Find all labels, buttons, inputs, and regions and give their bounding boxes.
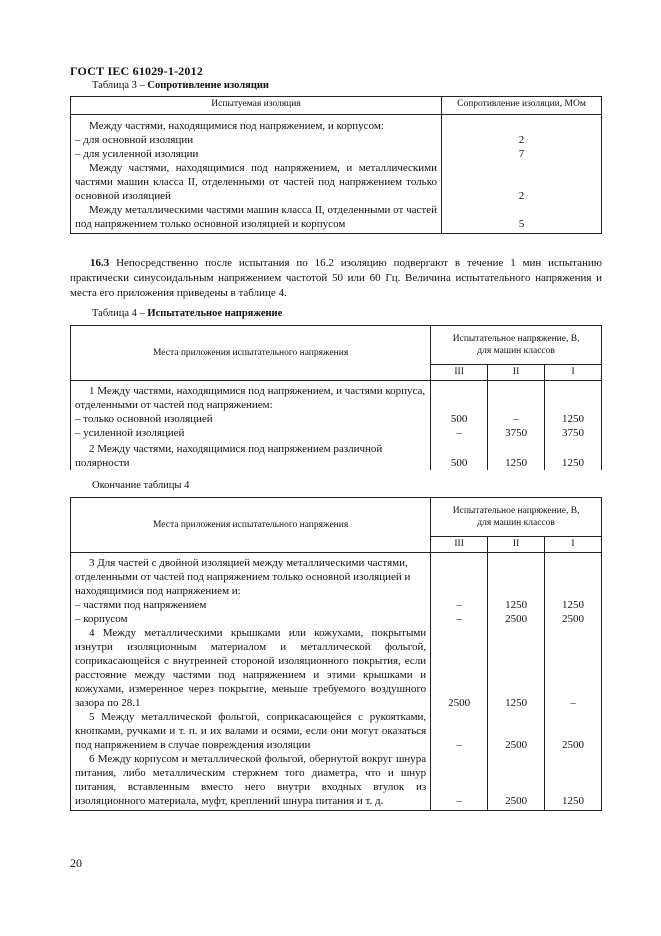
table4-caption-prefix: Таблица 4 – [92, 308, 145, 319]
table3-caption-title: Сопротивление изоляции [147, 80, 269, 91]
table-cell: Между металлическими частями машин класса II, отделенными от частей под напряжением только основной изоляцией и корпусом [71, 203, 442, 234]
table-cell [545, 381, 602, 413]
table-cell: – усиленной изоляцией [71, 426, 431, 440]
table-cell: 500 [431, 412, 488, 426]
table-cell: – [431, 710, 488, 752]
table-cell: 1250 [545, 598, 602, 612]
table4-class-iii: III [431, 365, 488, 381]
table3-caption [92, 80, 269, 91]
table-cell: 3750 [545, 426, 602, 440]
table4-caption-title: Испытательное напряжение [147, 308, 283, 319]
table-cell: 2 Между частями, находящимися под напряжением различной полярности [71, 440, 431, 470]
table-cell: – только основной изоляцией [71, 412, 431, 426]
table3-header-insulation: Испытуемая изоляция [71, 97, 442, 115]
table-cell: Между частями, находящимися под напряжением, и корпусом: [71, 115, 442, 134]
section-16-3-paragraph [70, 256, 602, 301]
table-cell: – [431, 598, 488, 612]
table4-continuation [70, 497, 602, 811]
table-cell: 1250 [488, 598, 545, 612]
table-cell [488, 553, 545, 599]
table-cell: 1 Между частями, находящимися под напряжением, и частями корпуса, отделенными от частей под напряжением: [71, 381, 431, 413]
table-cell: 2500 [488, 612, 545, 626]
table-cell: 2500 [545, 612, 602, 626]
table4c-class-ii: II [488, 537, 545, 553]
table4-continuation-caption: Окончание таблицы 4 [92, 480, 190, 491]
table4c-class-i: I [545, 537, 602, 553]
table3-header-resistance: Сопротивление изоляции, МОм [441, 97, 601, 115]
table4-class-i: I [545, 365, 602, 381]
table-cell: – для усиленной изоляции [71, 147, 442, 161]
table-cell: 4 Между металлическими крышками или кожухами, покрытыми изнутри изоляционным материалом и металлической фольгой, соприкасающейся с внутренней стороной изоляционного покрытия, если расстояние между частями под напряжением и этими крышками и кожухами, измеренное через покрытие, меньше требуемого воздушного зазора по 28.1 [71, 626, 431, 710]
table-cell: 1250 [545, 440, 602, 470]
document-code: ГОСТ IEC 61029-1-2012 [70, 64, 204, 78]
section-text: Непосредственно после испытания по 16.2 изоляцию подвергают в течение 1 мин испытанию практически синусоидальным напряжением частотой 50 или 60 Гц. Величина испытательного напряжения и места его приложения приведены в таблице 4. [70, 257, 602, 299]
table4-class-ii: II [488, 365, 545, 381]
table-cell: 1250 [488, 626, 545, 710]
table-cell: – [431, 752, 488, 811]
table-cell: – [545, 626, 602, 710]
table-cell: – корпусом [71, 612, 431, 626]
table4-header-places: Места приложения испытательного напряжения [71, 326, 431, 381]
table-cell: 1250 [488, 440, 545, 470]
table-cell [488, 381, 545, 413]
table-cell: 2500 [488, 752, 545, 811]
table-cell: 6 Между корпусом и металлической фольгой, обернутой вокруг шнура питания, либо металлическим стержнем того диаметра, что и шнур питания, вставленным вместо него внутри входных втулок из изоляционного материала, муфт, креплений шнура питания и т. д. [71, 752, 431, 811]
table-cell [441, 115, 601, 134]
table-cell: 3750 [488, 426, 545, 440]
table-cell: 2500 [488, 710, 545, 752]
table-cell [431, 553, 488, 599]
table-cell: 2500 [545, 710, 602, 752]
table4 [70, 325, 602, 470]
table-cell: 1250 [545, 752, 602, 811]
table-cell: – [488, 412, 545, 426]
table-cell: – для основной изоляции [71, 133, 442, 147]
table4c-header-voltage: Испытательное напряжение, В, для машин классов [431, 498, 602, 537]
table-cell: – [431, 612, 488, 626]
table-cell [431, 381, 488, 413]
table-cell [545, 553, 602, 599]
table-cell: 7 [441, 147, 601, 161]
table-cell: – частями под напряжением [71, 598, 431, 612]
table-cell: 2 [441, 161, 601, 203]
table-cell: 500 [431, 440, 488, 470]
table-cell: 1250 [545, 412, 602, 426]
page-number: 20 [70, 856, 82, 870]
table4c-class-iii: III [431, 537, 488, 553]
table-cell: 3 Для частей с двойной изоляцией между металлическими частями, отделенными от частей под напряжением только основной изоляцией и находящимися под напряжением и: [71, 553, 431, 599]
table4-caption [92, 308, 282, 319]
table-cell: – [431, 426, 488, 440]
table-cell: 5 Между металлической фольгой, соприкасающейся с рукоятками, кнопками, ручками и т. п. и их валами и осями, если они могут оказаться под напряжением в случае повреждения изоляции [71, 710, 431, 752]
table4-header-voltage: Испытательное напряжение, В, для машин классов [431, 326, 602, 365]
table-cell: 5 [441, 203, 601, 234]
table3-caption-prefix: Таблица 3 – [92, 80, 145, 91]
section-number: 16.3 [90, 257, 110, 269]
table-cell: 2 [441, 133, 601, 147]
table4c-header-places: Места приложения испытательного напряжения [71, 498, 431, 553]
table3 [70, 96, 602, 234]
table-cell: Между частями, находящимися под напряжением, и металлическими частями машин класса II, отделенными от частей под напряжением только основной изоляцией [71, 161, 442, 203]
table-cell: 2500 [431, 626, 488, 710]
